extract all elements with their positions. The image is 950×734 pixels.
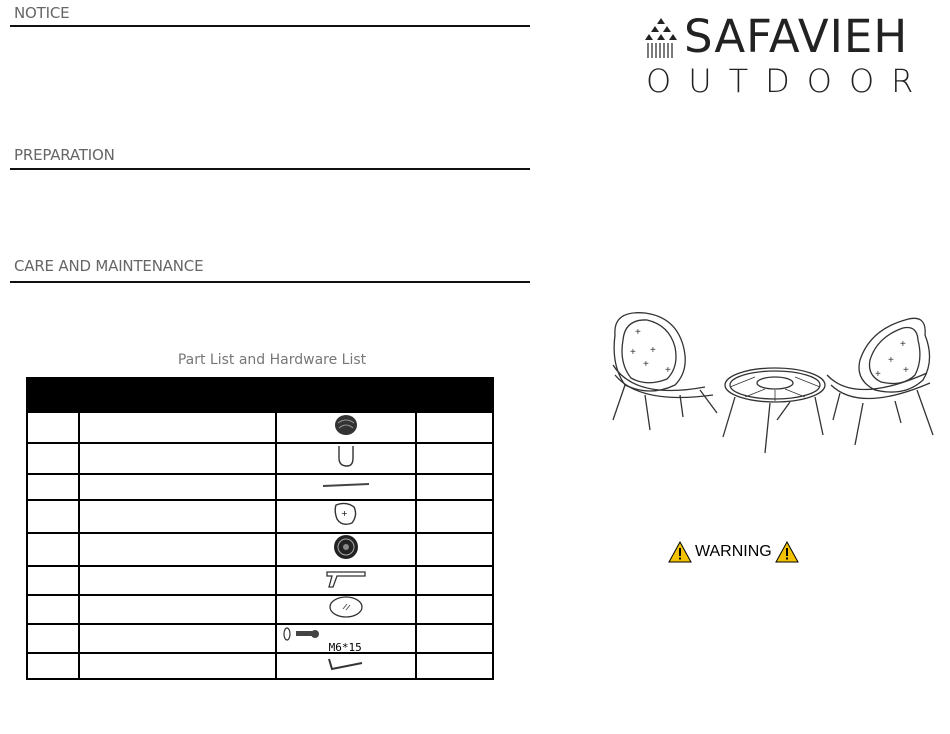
table-bracket-icon: [323, 567, 369, 589]
bistro-set-illustration: [605, 305, 940, 460]
bolt-size-label: M6*15: [328, 641, 362, 654]
round-table-drawing: [723, 368, 825, 453]
preparation-heading: PREPARATION: [14, 146, 115, 164]
table-row: [27, 500, 493, 533]
rod-icon: [321, 478, 371, 492]
warning-text: WARNING: [695, 543, 772, 560]
table-row: [27, 624, 493, 653]
parts-table-header: [27, 378, 493, 412]
svg-text:+: +: [650, 345, 656, 356]
safavieh-outdoor-logo: [640, 10, 940, 120]
table-row: [27, 595, 493, 624]
notice-heading: NOTICE: [14, 4, 70, 22]
preparation-divider: [10, 168, 530, 170]
table-row: [27, 566, 493, 595]
svg-text:+: +: [888, 355, 894, 366]
table-row: [27, 443, 493, 474]
right-chair-drawing: [827, 318, 933, 445]
parts-list-title: Part List and Hardware List: [177, 352, 367, 368]
warning-banner: [668, 541, 799, 563]
svg-text:+: +: [635, 327, 641, 338]
warning-triangle-icon: [775, 541, 799, 563]
svg-text:+: +: [643, 359, 649, 370]
svg-text:+: +: [903, 365, 909, 376]
svg-text:+: +: [630, 347, 636, 358]
left-chair-drawing: [613, 313, 717, 430]
svg-text:+: +: [665, 365, 671, 376]
table-row: [27, 412, 493, 443]
svg-text:+: +: [875, 369, 881, 380]
table-row: [27, 474, 493, 500]
table-row: [27, 653, 493, 679]
warning-triangle-icon: [668, 541, 692, 563]
care-heading: CARE AND MAINTENANCE: [14, 257, 204, 275]
round-tabletop-icon: [332, 534, 360, 560]
table-row: [27, 533, 493, 566]
seat-cushion-icon: [333, 413, 359, 437]
notice-divider: [10, 25, 530, 27]
svg-text:+: +: [900, 339, 906, 350]
back-cushion-icon: [332, 501, 360, 527]
svg-text:+: +: [341, 509, 348, 518]
glass-top-icon: [328, 596, 364, 618]
brand-subtitle: OUTDOOR: [646, 62, 931, 100]
allen-key-icon: [326, 655, 366, 673]
care-divider: [10, 281, 530, 283]
chair-leg-frame-icon: [333, 444, 359, 468]
brand-name: SAFAVIEH: [684, 10, 909, 63]
brand-mark-icon: [642, 16, 680, 60]
parts-table: [26, 377, 494, 680]
